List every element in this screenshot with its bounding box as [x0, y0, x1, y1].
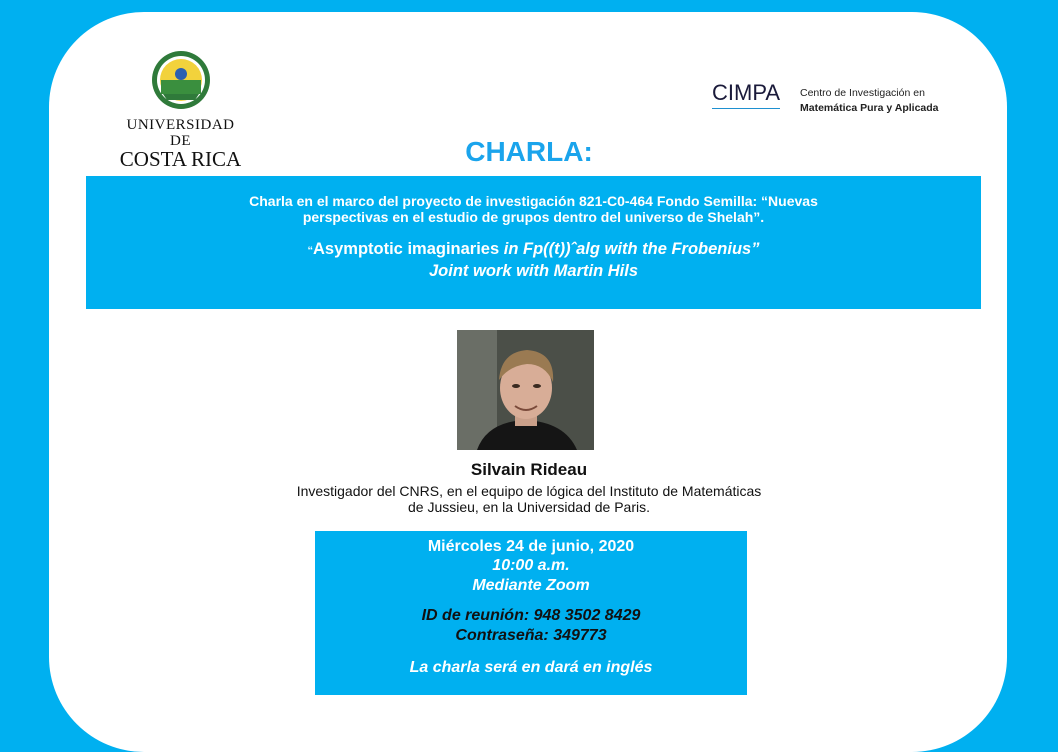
meeting-password: Contraseña: 349773	[455, 627, 607, 644]
event-time: 10:00 a.m.	[492, 557, 570, 574]
ucr-seal-icon	[151, 50, 211, 110]
talk-title: “Asymptotic imaginaries in Fp((t))ˆalg with the Frobenius”	[307, 240, 760, 258]
page-title: CHARLA:	[465, 136, 593, 167]
ucr-name-line2: COSTA RICA	[119, 147, 242, 171]
meeting-id: ID de reunión: 948 3502 8429	[421, 607, 641, 624]
event-details-box	[315, 531, 747, 695]
speaker-affiliation	[0, 483, 1058, 515]
speaker-portrait-image	[457, 330, 594, 450]
cimpa-logo	[712, 80, 939, 114]
cimpa-line2: Matemática Pura y Aplicada	[800, 102, 939, 114]
cimpa-subtitle	[800, 86, 990, 116]
event-platform: Mediante Zoom	[472, 577, 590, 594]
affiliation-line1: Investigador del CNRS, en el equipo de lógica del Instituto de Matemáticas	[296, 483, 762, 499]
speaker-name: Silvain Rideau	[470, 460, 588, 479]
joint-work-line: Joint work with Martin Hils	[428, 262, 638, 280]
event-date: Miércoles 24 de junio, 2020	[427, 538, 635, 555]
talk-description: Charla en el marco del proyecto de investigación 821-C0-464 Fondo Semilla: “Nuevas perspectivas en el estudio de grupos dentro del universo de Shelah”.	[249, 193, 818, 225]
talk-language: La charla será en dará en inglés	[409, 659, 653, 676]
speaker-photo	[457, 330, 594, 450]
cimpa-line1: Centro de Investigación en	[800, 87, 925, 99]
talk-info-box	[86, 176, 981, 309]
affiliation-line2: de Jussieu, en la Universidad de Paris.	[407, 499, 651, 515]
ucr-name-line1: UNIVERSIDAD DE	[126, 117, 235, 149]
cimpa-wordmark: CIMPA	[712, 80, 780, 109]
